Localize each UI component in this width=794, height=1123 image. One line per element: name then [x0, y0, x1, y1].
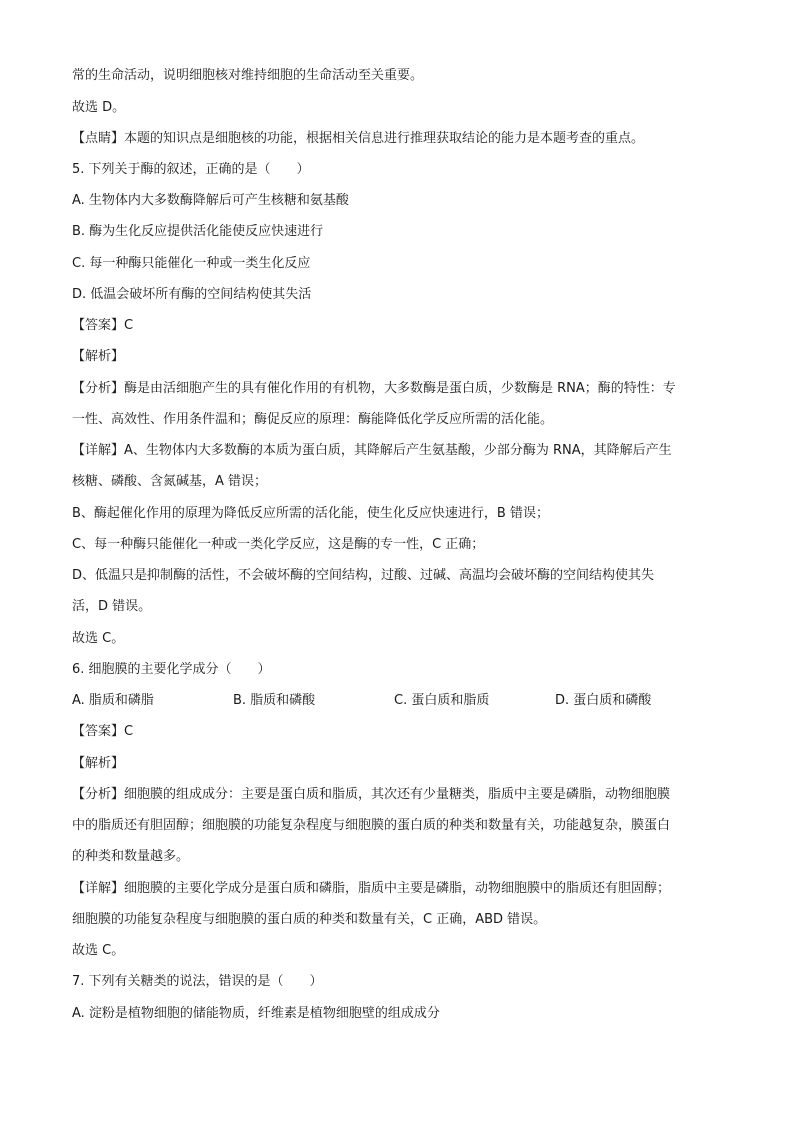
text-line: 中的脂质还有胆固醇；细胞膜的功能复杂程度与细胞膜的蛋白质的种类和数量有关，功能越复杂，膜蛋白: [72, 818, 671, 833]
q6-option-a: A. 脂质和磷脂: [72, 693, 154, 708]
text-line: 的种类和数量越多。: [72, 849, 190, 864]
text-line: 活，D 错误。: [72, 599, 152, 614]
text-line: C、每一种酶只能催化一种或一类化学反应，这是酶的专一性，C 正确；: [72, 537, 485, 552]
question-6-stem: 6. 细胞膜的主要化学成分（ ）: [72, 662, 271, 677]
text-line: 【分析】酶是由活细胞产生的具有催化作用的有机物，大多数酶是蛋白质，少数酶是 RNA；酶的特性：专: [72, 381, 676, 396]
q5-option-d: D. 低温会破坏所有酶的空间结构使其失活: [72, 287, 312, 302]
q6-answer: 【答案】C: [72, 724, 134, 739]
question-5-stem: 5. 下列关于酶的叙述，正确的是（ ）: [72, 162, 310, 177]
q6-option-d: D. 蛋白质和磷酸: [555, 693, 652, 708]
text-line: D、低温只是抑制酶的活性，不会破坏酶的空间结构，过酸、过碱、高温均会破坏酶的空间结构使其失: [72, 568, 655, 583]
text-line: 细胞膜的功能复杂程度与细胞膜的蛋白质的种类和数量有关，C 正确，ABD 错误。: [72, 912, 547, 927]
q5-analysis-heading: 【解析】: [72, 349, 125, 364]
q5-option-b: B. 酶为生化反应提供活化能使反应快速进行: [72, 224, 324, 239]
text-line: 【点睛】本题的知识点是细胞核的功能，根据相关信息进行推理获取结论的能力是本题考查的重点。: [72, 131, 645, 146]
text-line: 故选 C。: [72, 943, 125, 958]
text-line: 故选 C。: [72, 631, 125, 646]
q6-analysis-heading: 【解析】: [72, 756, 125, 771]
q6-option-b: B. 脂质和磷酸: [233, 693, 316, 708]
text-line: 一性、高效性、作用条件温和；酶促反应的原理：酶能降低化学反应所需的活化能。: [72, 412, 554, 427]
q6-options-row: [72, 691, 724, 711]
text-line: 常的生命活动，说明细胞核对维持细胞的生命活动至关重要。: [72, 68, 424, 83]
q6-option-c: C. 蛋白质和脂质: [394, 693, 490, 708]
text-line: B、酶起催化作用的原理为降低反应所需的活化能，使生化反应快速进行，B 错误；: [72, 506, 549, 521]
q5-answer: 【答案】C: [72, 318, 134, 333]
q5-option-a: A. 生物体内大多数酶降解后可产生核糖和氨基酸: [72, 193, 349, 208]
text-line: 故选 D。: [72, 100, 126, 115]
text-line: 核糖、磷酸、含氮碱基，A 错误；: [72, 474, 268, 489]
text-line: 【详解】细胞膜的主要化学成分是蛋白质和磷脂，脂质中主要是磷脂，动物细胞膜中的脂质还有胆固醇；: [72, 881, 671, 896]
q7-option-a: A. 淀粉是植物细胞的储能物质，纤维素是植物细胞壁的组成成分: [72, 1006, 440, 1021]
question-7-stem: 7. 下列有关糖类的说法，错误的是（ ）: [72, 974, 323, 989]
text-line: 【详解】A、生物体内大多数酶的本质为蛋白质，其降解后产生氨基酸，少部分酶为 RNA，其降解后产生: [72, 443, 672, 458]
q5-option-c: C. 每一种酶只能催化一种或一类生化反应: [72, 256, 311, 271]
text-line: 【分析】细胞膜的组成成分：主要是蛋白质和脂质，其次还有少量糖类，脂质中主要是磷脂，动物细胞膜: [72, 787, 671, 802]
